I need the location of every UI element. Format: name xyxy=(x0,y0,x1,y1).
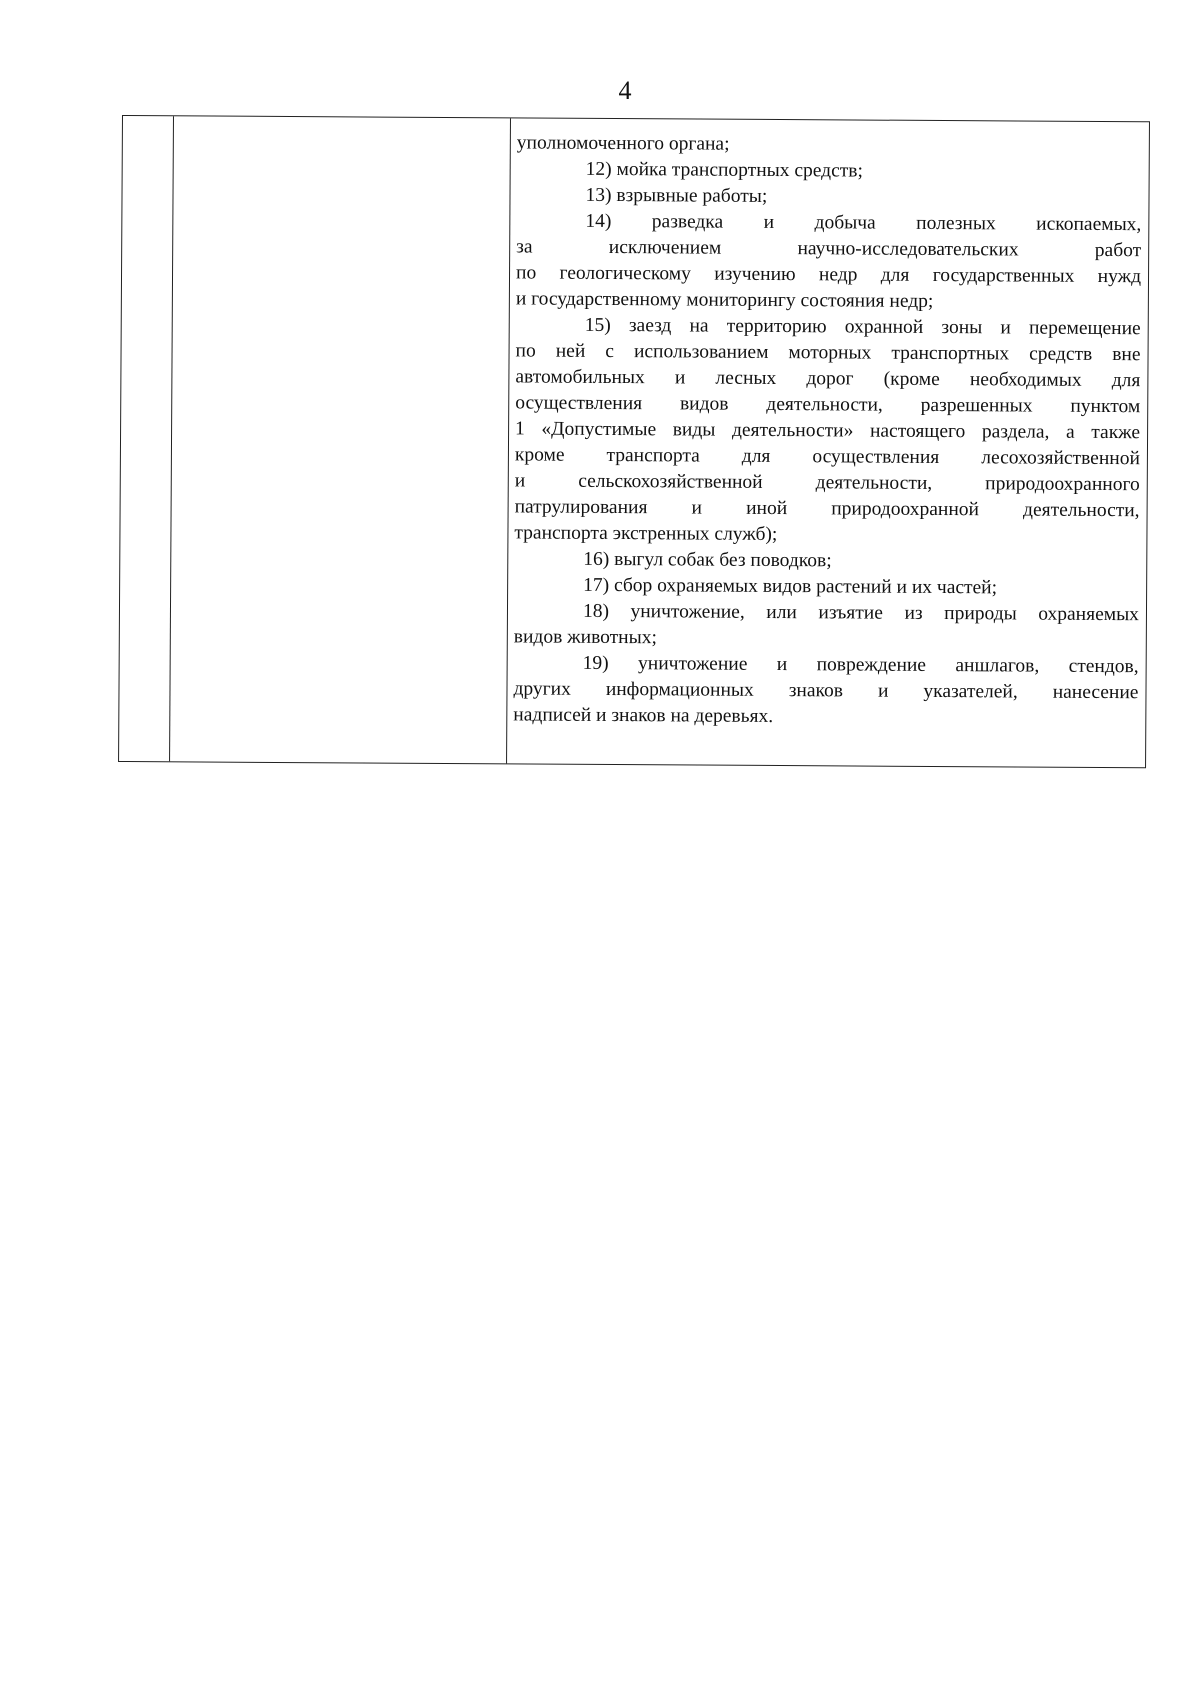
table-column-divider xyxy=(169,116,174,761)
list-item-18: 18) уничтожение, или изъятие из природы охраняемых xyxy=(582,600,1140,626)
text-line: и государственному мониторингу состояния недр; xyxy=(515,288,934,312)
table-cell-text xyxy=(513,130,1142,732)
list-item-19: 19) уничтожение и повреждение аншлагов, стендов, xyxy=(582,652,1139,678)
list-item-17: 17) сбор охраняемых видов растений и их частей; xyxy=(583,574,998,599)
text-line: патрулирования и иной природоохранной деятельности, xyxy=(514,496,1140,522)
text-line: за исключением научно-исследовательских работ xyxy=(516,236,1142,262)
text-line: кроме транспорта для осуществления лесохозяйственной xyxy=(514,444,1140,470)
text-line: других информационных знаков и указателей, нанесение xyxy=(513,678,1139,704)
text-line: по ней с использованием моторных транспортных средств вне xyxy=(515,340,1141,366)
list-item-15: 15) заезд на территорию охранной зоны и перемещение xyxy=(584,314,1141,340)
text-line: уполномоченного органа; xyxy=(516,132,730,155)
list-item-16: 16) выгул собак без поводков; xyxy=(583,548,832,572)
text-line: надписей и знаков на деревьях. xyxy=(513,704,774,727)
list-item-14: 14) разведка и добыча полезных ископаемых, xyxy=(585,210,1142,236)
document-table xyxy=(118,115,1150,768)
text-line: автомобильных и лесных дорог (кроме необходимых для xyxy=(515,366,1141,392)
text-line: осуществления видов деятельности, разрешенных пунктом xyxy=(515,392,1141,418)
text-line: и сельскохозяйственной деятельности, природоохранного xyxy=(514,470,1140,496)
text-line: 1 «Допустимые виды деятельности» настоящего раздела, а также xyxy=(515,418,1141,444)
page-number: 4 xyxy=(618,76,632,105)
table-column-divider xyxy=(506,118,511,763)
text-line: по геологическому изучению недр для государственных нужд xyxy=(515,262,1142,288)
list-item-12: 12) мойка транспортных средств; xyxy=(585,158,863,182)
list-item-13: 13) взрывные работы; xyxy=(585,184,768,207)
text-line: транспорта экстренных служб); xyxy=(514,522,778,546)
text-line: видов животных; xyxy=(513,626,657,649)
